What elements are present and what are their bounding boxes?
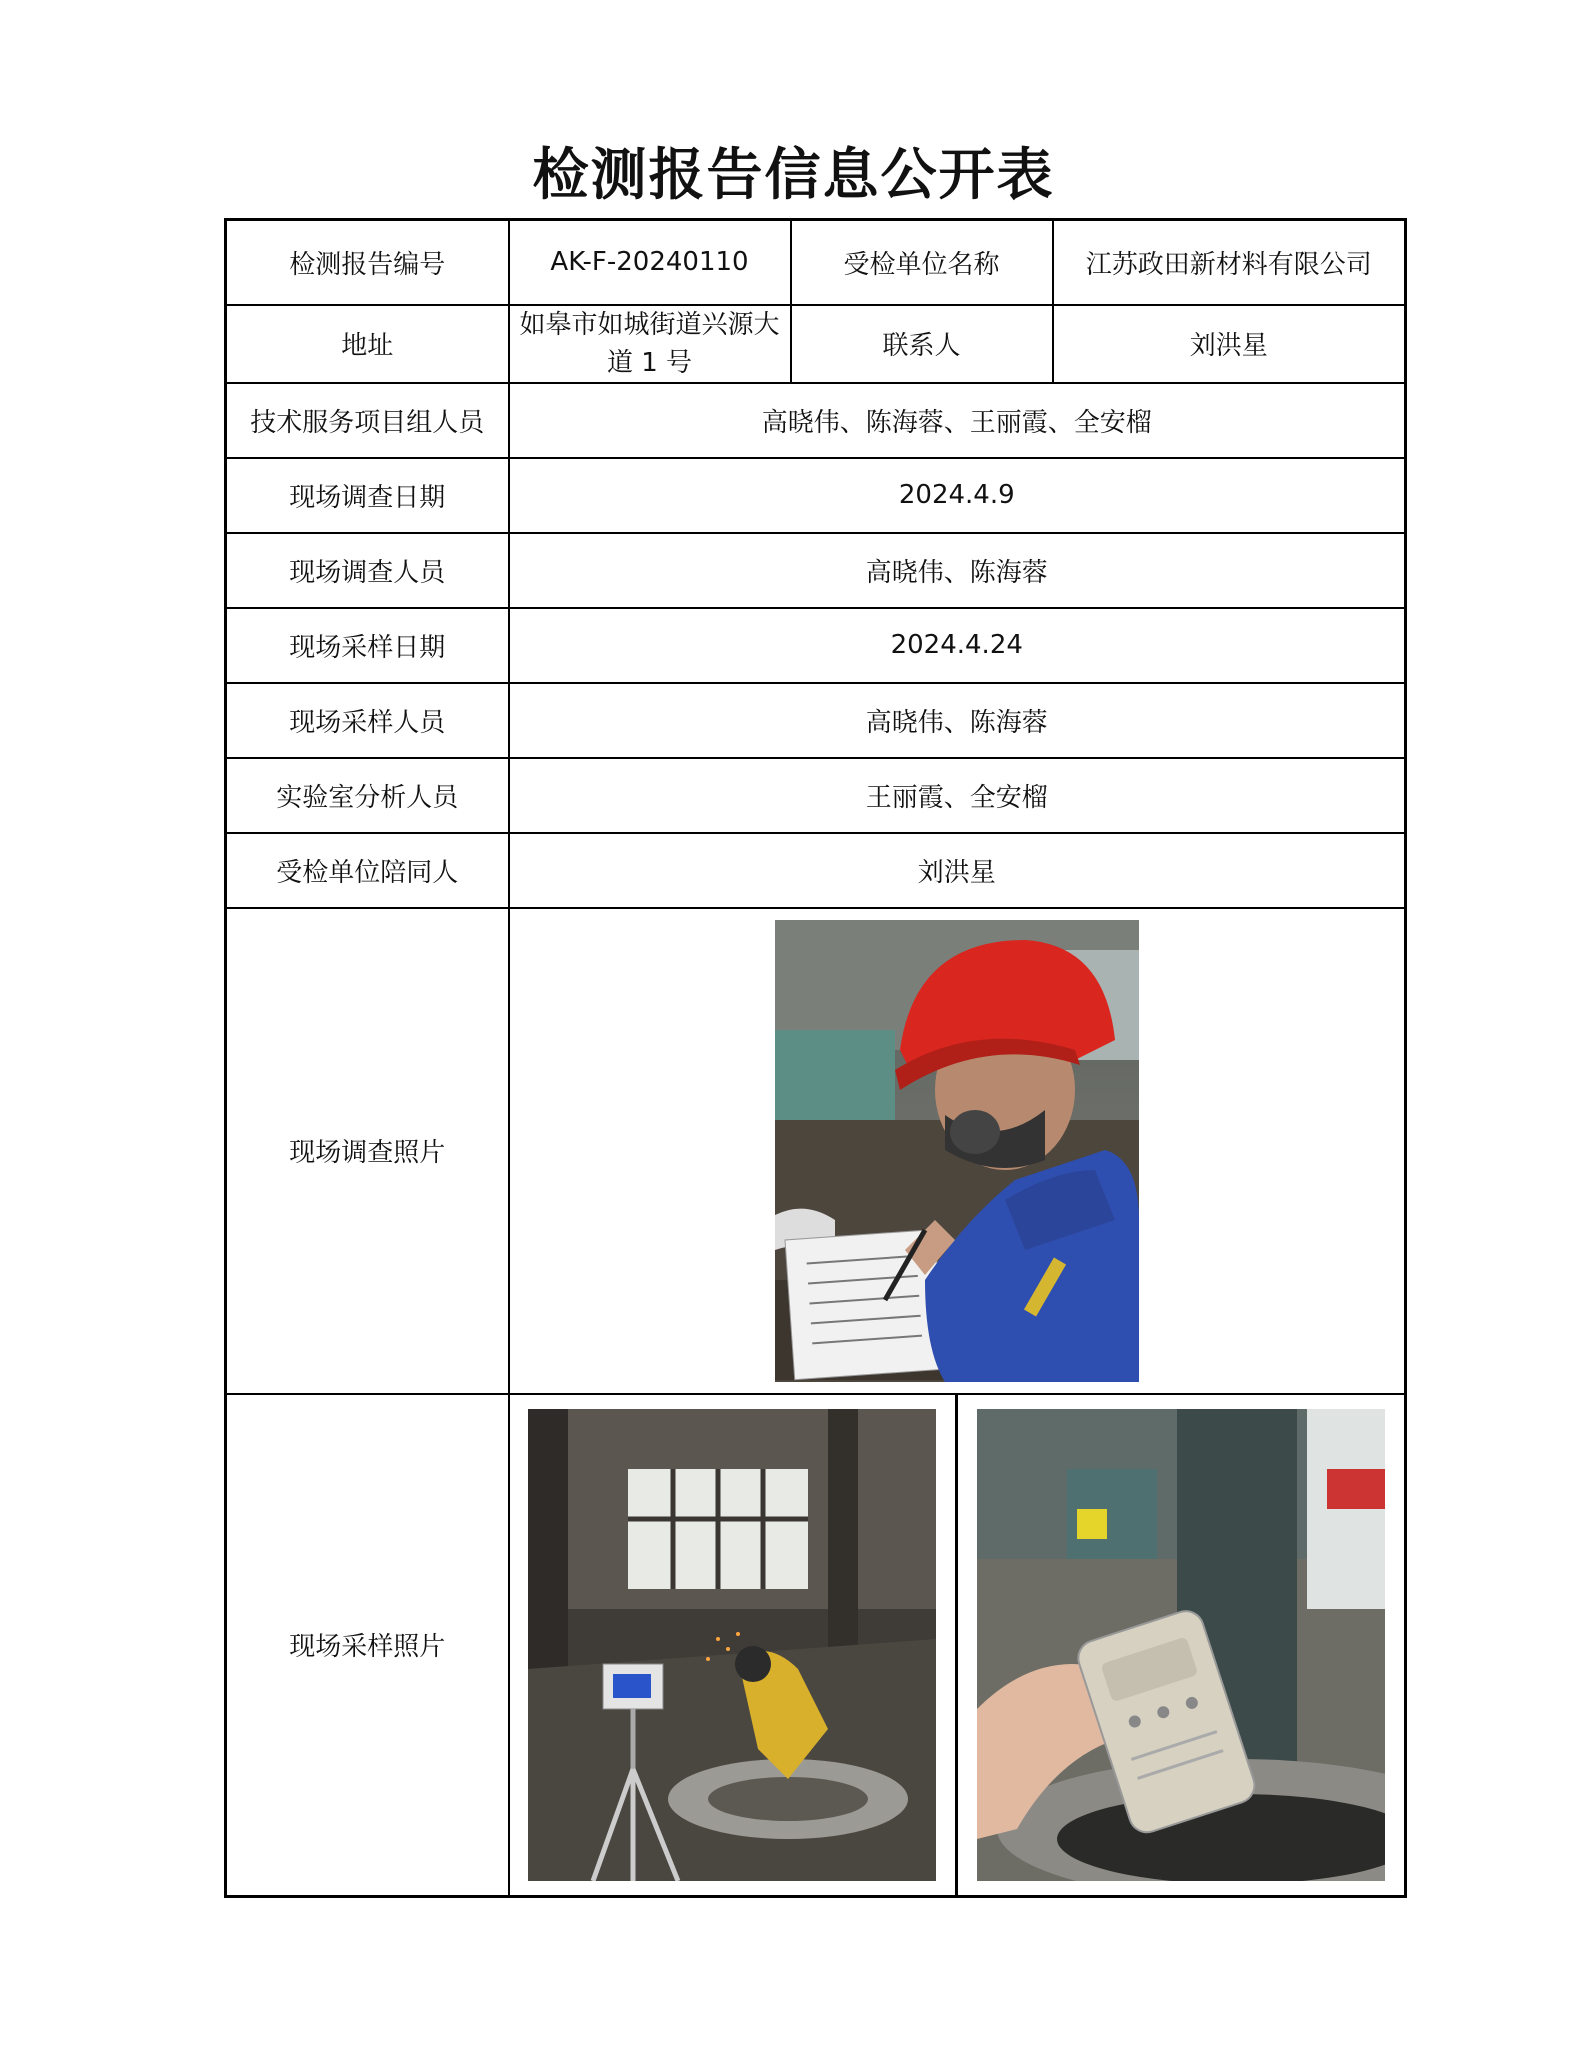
sample-staff-value: 高晓伟、陈海蓉 [509,683,1406,758]
lab-staff-value: 王丽霞、全安榴 [509,758,1406,833]
table-row [226,220,1406,305]
contact-label: 联系人 [791,305,1053,383]
table-row [226,458,1406,533]
table-row [226,908,1406,1394]
report-no-value: AK-F-20240110 [509,220,791,305]
address-value: 如皋市如城街道兴源大道 1 号 [509,305,791,383]
lab-staff-label: 实验室分析人员 [226,758,509,833]
table-row [226,683,1406,758]
table-row [226,833,1406,908]
survey-photo-cell [509,908,1406,1394]
survey-photo-label: 现场调查照片 [226,908,509,1394]
survey-staff-value: 高晓伟、陈海蓉 [509,533,1406,608]
sample-photo-grinding-workshop [528,1409,936,1881]
page-title: 检测报告信息公开表 [532,143,1055,208]
sample-photo-noise-meter [977,1409,1385,1881]
report-no-label: 检测报告编号 [226,220,509,305]
survey-date-label: 现场调查日期 [226,458,509,533]
address-label: 地址 [226,305,509,383]
table-row [226,608,1406,683]
table-row [226,383,1406,458]
table-row [226,533,1406,608]
table-row [226,758,1406,833]
escort-label: 受检单位陪同人 [226,833,509,908]
sample-photo-label: 现场采样照片 [226,1394,509,1897]
survey-photo-worker-writing [775,920,1139,1382]
sample-date-value: 2024.4.24 [509,608,1406,683]
sample-staff-label: 现场采样人员 [226,683,509,758]
team-value: 高晓伟、陈海蓉、王丽霞、全安榴 [509,383,1406,458]
sample-photo-cell [509,1394,1406,1897]
unit-label: 受检单位名称 [791,220,1053,305]
team-label: 技术服务项目组人员 [226,383,509,458]
survey-date-value: 2024.4.9 [509,458,1406,533]
escort-value: 刘洪星 [509,833,1406,908]
contact-value: 刘洪星 [1053,305,1406,383]
sample-date-label: 现场采样日期 [226,608,509,683]
table-row [226,1394,1406,1897]
table-row [226,305,1406,383]
report-table [224,218,1407,1898]
survey-staff-label: 现场调查人员 [226,533,509,608]
unit-value: 江苏政田新材料有限公司 [1053,220,1406,305]
